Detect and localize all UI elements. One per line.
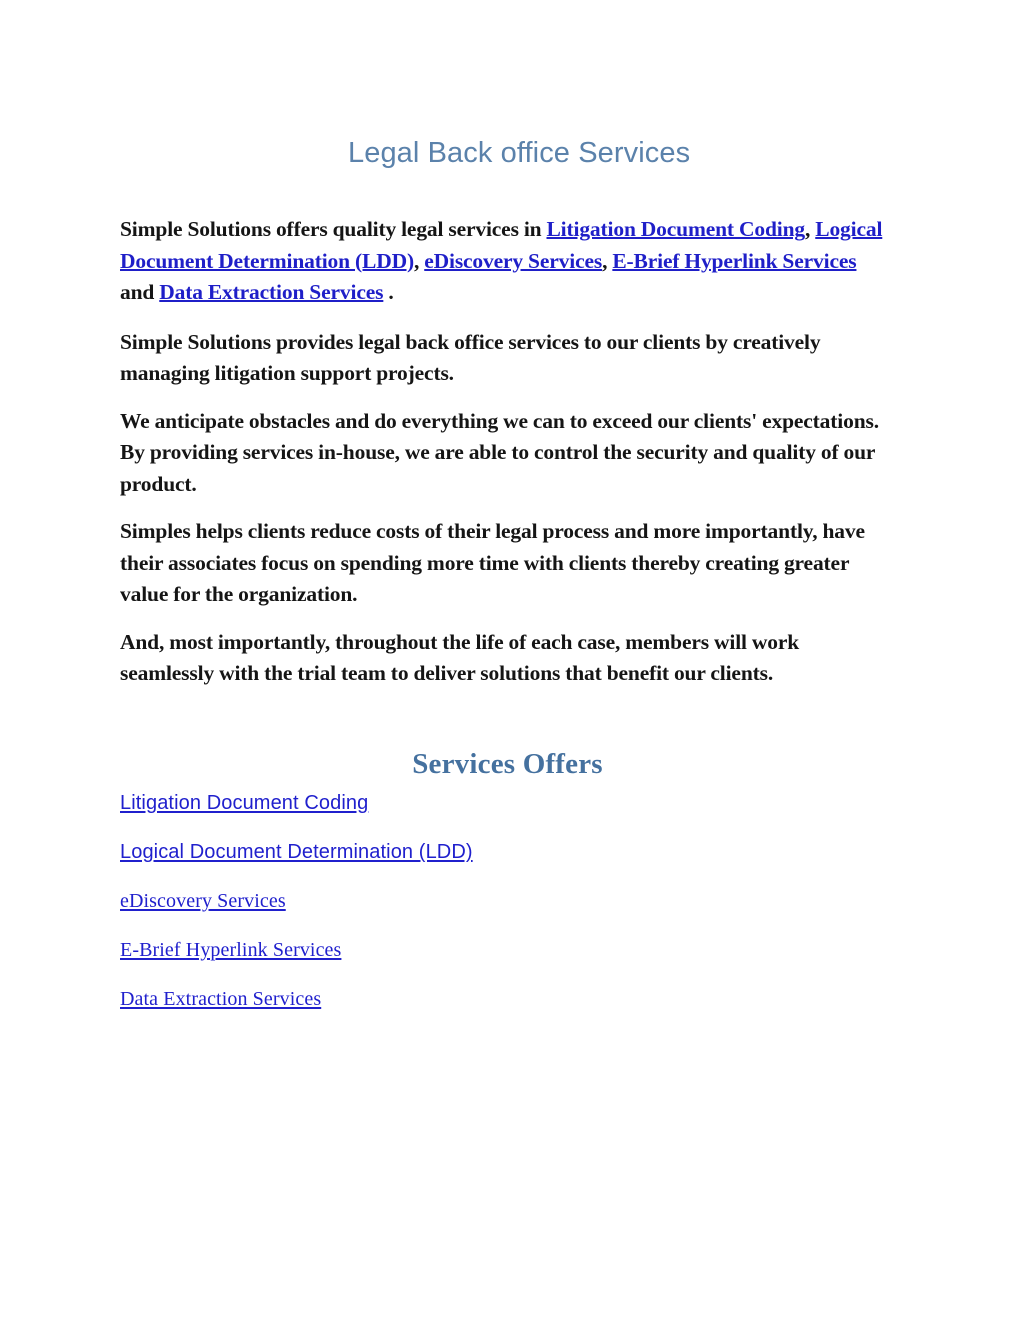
service-link-data-extraction-services[interactable]: Data Extraction Services: [120, 988, 322, 1010]
intro-separator-1: ,: [804, 217, 816, 241]
services-link-list: [120, 790, 895, 1035]
services-offers-heading: Services Offers: [412, 748, 603, 780]
inline-link-logical-document-determination[interactable]: Logical Document Determination (LDD): [120, 217, 883, 273]
list-item: [120, 790, 895, 839]
paragraph-cost-reduction: Simples helps clients reduce costs of their legal process and more importantly, have their associates focus on spending more time with clients thereby creating greater value for the organization.: [120, 519, 865, 606]
intro-paragraph: [120, 214, 895, 309]
service-link-ediscovery-services[interactable]: eDiscovery Services: [120, 890, 286, 912]
page-title: Legal Back office Services: [348, 137, 691, 169]
list-item: [120, 888, 895, 937]
service-link-e-brief-hyperlink-services[interactable]: E-Brief Hyperlink Services: [120, 939, 342, 961]
list-item: [120, 986, 895, 1035]
paragraph-trial-team: And, most importantly, throughout the life of each case, members will work seamlessly with the trial team to deliver solutions that benefit our clients.: [120, 629, 800, 685]
intro-separator-2: ,: [413, 248, 425, 273]
inline-link-e-brief-hyperlink-services[interactable]: E-Brief Hyperlink Services: [612, 248, 857, 273]
intro-text-lead: Simple Solutions offers quality legal services in: [120, 217, 547, 241]
inline-link-data-extraction-services[interactable]: Data Extraction Services: [159, 280, 384, 304]
intro-separator-4: and: [120, 280, 160, 304]
service-link-logical-document-determination[interactable]: Logical Document Determination (LDD): [120, 841, 473, 863]
inline-link-ediscovery-services[interactable]: eDiscovery Services: [424, 248, 603, 273]
inline-link-litigation-document-coding[interactable]: Litigation Document Coding: [546, 217, 805, 241]
list-item: [120, 839, 895, 888]
paragraph-obstacles: We anticipate obstacles and do everything we can to exceed our clients' expectations. By providing services in-house, we are able to control the security and quality of our product.: [120, 408, 879, 496]
intro-text-tail: .: [383, 280, 394, 304]
list-item: [120, 937, 895, 986]
body-text-block: [120, 214, 895, 706]
paragraph-services-overview: Simple Solutions provides legal back office services to our clients by creatively managing litigation support projects.: [120, 329, 821, 385]
service-link-litigation-document-coding[interactable]: Litigation Document Coding: [120, 792, 369, 814]
intro-separator-3: ,: [602, 248, 613, 273]
